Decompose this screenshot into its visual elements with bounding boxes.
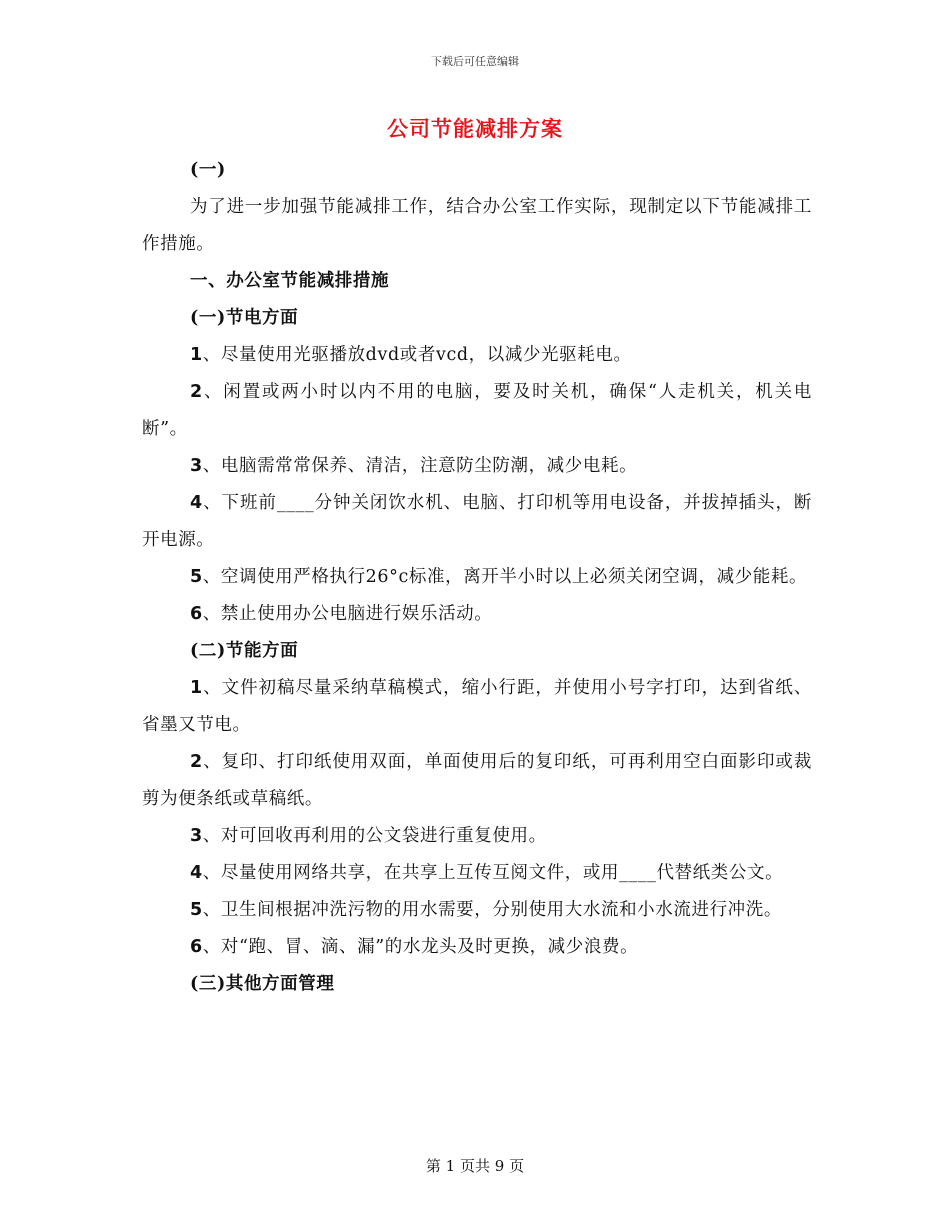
item-text: 、下班前____分钟关闭饮水机、电脑、打印机等用电设备，并拔掉插头，断开电源。 — [142, 493, 812, 550]
list-item — [142, 855, 812, 892]
list-item — [142, 818, 812, 855]
item-number: 3 — [190, 456, 203, 476]
document-title: 公司节能减排方案 — [387, 116, 563, 141]
list-item — [142, 374, 812, 448]
item-text: 、复印、打印纸使用双面，单面使用后的复印纸，可再利用空白面影印或裁剪为便条纸或草稿纸。 — [142, 752, 812, 809]
list-item — [142, 448, 812, 485]
item-text: 、闲置或两小时以内不用的电脑，要及时关机，确保“人走机关，机关电断”。 — [142, 382, 812, 439]
header-note: 下载后可任意编辑 — [431, 55, 519, 68]
item-text: 、对“跑、冒、滴、漏”的水龙头及时更换，减少浪费。 — [202, 937, 639, 957]
item-number: 6 — [190, 604, 203, 624]
item-text: 、电脑需常常保养、清洁，注意防尘防潮，减少电耗。 — [202, 456, 638, 476]
item-number: 1 — [190, 678, 203, 698]
item-number: 4 — [190, 493, 203, 513]
subsection-heading: (二)节能方面 — [190, 641, 299, 661]
item-text: 、对可回收再利用的公文袋进行重复使用。 — [202, 826, 547, 846]
item-number: 6 — [190, 937, 203, 957]
item-text: 、禁止使用办公电脑进行娱乐活动。 — [202, 604, 493, 624]
list-item — [142, 485, 812, 559]
section-heading: 一、办公室节能减排措施 — [190, 271, 390, 291]
list-item — [142, 892, 812, 929]
item-number: 1 — [190, 345, 203, 365]
subsection-heading: (一)节电方面 — [190, 308, 299, 328]
list-item — [142, 670, 812, 744]
list-item — [142, 337, 812, 374]
item-text: 、文件初稿尽量采纳草稿模式，缩小行距，并使用小号字打印，达到省纸、省墨又节电。 — [142, 678, 812, 735]
item-text: 、空调使用严格执行26°c标准，离开半小时以上必须关闭空调，减少能耗。 — [202, 567, 808, 587]
item-number: 5 — [190, 900, 203, 920]
list-item — [142, 559, 812, 596]
list-item — [142, 744, 812, 818]
subsection-heading: (三)其他方面管理 — [190, 974, 335, 994]
item-number: 3 — [190, 826, 203, 846]
item-number: 5 — [190, 567, 203, 587]
page-footer: 第 1 页共 9 页 — [425, 1157, 525, 1175]
section-heading: (一) — [190, 160, 226, 180]
list-item — [142, 596, 812, 633]
item-number: 2 — [190, 382, 203, 402]
document-body — [142, 152, 812, 1003]
intro-paragraph: 为了进一步加强节能减排工作，结合办公室工作实际，现制定以下节能减排工作措施。 — [142, 197, 812, 254]
item-text: 、卫生间根据冲洗污物的用水需要，分别使用大水流和小水流进行冲洗。 — [202, 900, 782, 920]
item-text: 、尽量使用光驱播放dvd或者vcd，以减少光驱耗电。 — [202, 345, 632, 365]
item-text: 、尽量使用网络共享，在共享上互传互阅文件，或用____代替纸类公文。 — [202, 863, 784, 883]
list-item — [142, 929, 812, 966]
item-number: 2 — [190, 752, 203, 772]
item-number: 4 — [190, 863, 203, 883]
